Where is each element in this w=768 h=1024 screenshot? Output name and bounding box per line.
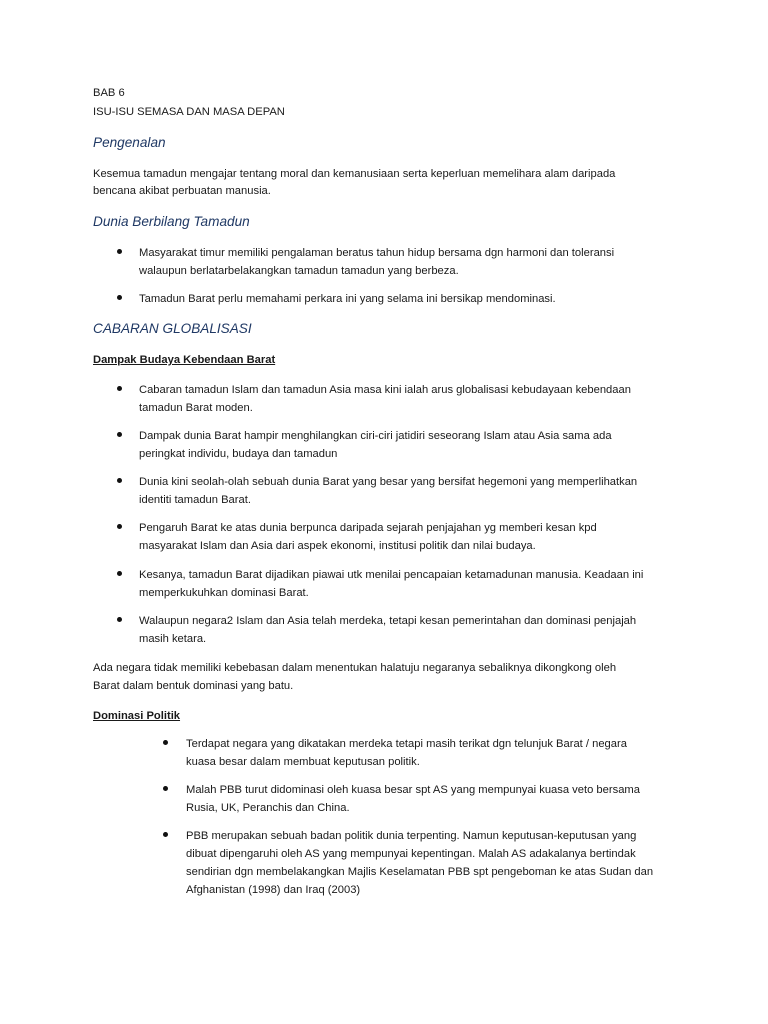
section2-bullet-2-line-1: Dampak dunia Barat hampir menghilangkan ciri-ciri jatidiri seseorang Islam atau Asia sama ada [139, 430, 612, 442]
section3-bullet-3-line-1: PBB merupakan sebuah badan politik dunia terpenting. Namun keputusan-keputusan yang [186, 830, 637, 842]
section2-closing-line-2: Barat dalam bentuk dominasi yang batu. [93, 680, 294, 692]
section3-bullet-3-line-3: sendirian dgn membelakangkan Majlis Keselamatan PBB spt pengeboman ke atas Sudan dan [186, 866, 654, 878]
section2-bullet-3-line-1: Dunia kini seolah-olah sebuah dunia Barat yang besar yang bersifat hegemoni yang memperlihatkan [139, 476, 638, 488]
section3-bullet-3-line-4: Afghanistan (1998) dan Iraq (2003) [186, 884, 361, 896]
chapter-number: BAB 6 [93, 87, 125, 99]
section1-bullet-1-line-2: walaupun berlatarbelakangkan tamadun tamadun yang berbeza. [139, 265, 459, 277]
section3-subheading: Dominasi Politik [93, 710, 181, 722]
section1-bullet-2-line-1: Tamadun Barat perlu memahami perkara ini yang selama ini bersikap mendominasi. [139, 293, 556, 305]
section2-closing-line-1: Ada negara tidak memiliki kebebasan dalam menentukan halatuju negaranya sebaliknya dikongkong oleh [93, 662, 617, 674]
chapter-title: ISU-ISU SEMASA DAN MASA DEPAN [93, 106, 285, 118]
bullet-dot [117, 478, 122, 483]
bullet-dot [117, 524, 122, 529]
bullet-dot [163, 740, 168, 745]
bullet-dot [117, 295, 122, 300]
section2-bullet-4-line-1: Pengaruh Barat ke atas dunia berpunca daripada sejarah penjajahan yg memberi kesan kpd [139, 522, 597, 534]
section2-bullet-1-line-1: Cabaran tamadun Islam dan tamadun Asia masa kini ialah arus globalisasi kebudayaan kebendaan [139, 384, 631, 396]
section2-bullet-6-line-1: Walaupun negara2 Islam dan Asia telah merdeka, tetapi kesan pemerintahan dan dominasi penjajah [139, 615, 637, 627]
intro-line-2: bencana akibat perbuatan manusia. [93, 185, 271, 197]
bullet-dot [117, 617, 122, 622]
section3-bullet-3-line-2: dibuat dipengaruhi oleh AS yang mempunyai kepentingan. Malah AS adakalanya bertindak [186, 848, 636, 860]
section2-bullet-6-line-2: masih ketara. [139, 633, 207, 645]
section1-bullet-1-line-1: Masyarakat timur memiliki pengalaman beratus tahun hidup bersama dgn harmoni dan toleransi [139, 247, 615, 259]
intro-heading: Pengenalan [93, 135, 166, 150]
section3-bullet-2-line-2: Rusia, UK, Peranchis dan China. [186, 802, 350, 814]
section2-bullet-1-line-2: tamadun Barat moden. [139, 402, 253, 414]
section3-bullet-1-line-1: Terdapat negara yang dikatakan merdeka tetapi masih terikat dgn telunjuk Barat / negara [186, 738, 627, 750]
section2-bullet-2-line-2: peringkat individu, budaya dan tamadun [139, 448, 338, 460]
section2-heading: CABARAN GLOBALISASI [93, 321, 252, 336]
section2-bullet-3-line-2: identiti tamadun Barat. [139, 494, 251, 506]
bullet-dot [163, 786, 168, 791]
bullet-dot [117, 249, 122, 254]
bullet-dot [117, 432, 122, 437]
bullet-dot [117, 386, 122, 391]
section2-bullet-5-line-1: Kesanya, tamadun Barat dijadikan piawai utk menilai pencapaian ketamadunan manusia. Keadaan ini [139, 569, 644, 581]
bullet-dot [117, 571, 122, 576]
section2-bullet-4-line-2: masyarakat Islam dan Asia dari aspek ekonomi, institusi politik dan nilai budaya. [139, 540, 536, 552]
intro-line-1: Kesemua tamadun mengajar tentang moral dan kemanusiaan serta keperluan memelihara alam daripada [93, 168, 616, 180]
section3-bullet-2-line-1: Malah PBB turut didominasi oleh kuasa besar spt AS yang mempunyai kuasa veto bersama [186, 784, 640, 796]
section2-subheading: Dampak Budaya Kebendaan Barat [93, 354, 276, 366]
section2-bullet-5-line-2: memperkukuhkan dominasi Barat. [139, 587, 309, 599]
section3-bullet-1-line-2: kuasa besar dalam membuat keputusan politik. [186, 756, 420, 768]
section1-heading: Dunia Berbilang Tamadun [93, 214, 250, 229]
bullet-dot [163, 832, 168, 837]
